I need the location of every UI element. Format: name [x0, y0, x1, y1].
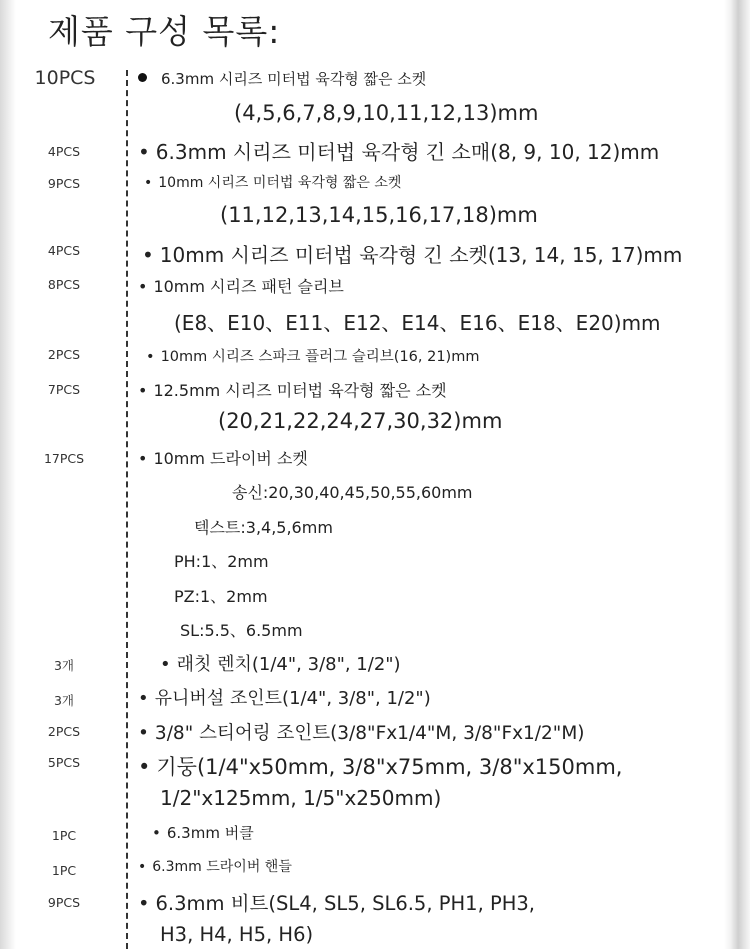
right-shadow-edge	[724, 0, 750, 949]
item-detail-line: H3, H4, H5, H6)	[160, 923, 314, 946]
item-line: • 10mm 드라이버 소켓	[138, 449, 308, 468]
item-detail-line: (11,12,13,14,15,16,17,18)mm	[220, 203, 538, 227]
quantity-label: 3개	[53, 693, 75, 708]
quantity-label: 9PCS	[47, 895, 81, 910]
item-detail-line: 송신:20,30,40,45,50,55,60mm	[232, 483, 473, 502]
item-line: • 12.5mm 시리즈 미터법 육각형 짧은 소켓	[138, 381, 447, 400]
item-line: • 10mm 시리즈 미터법 육각형 긴 소켓(13, 14, 15, 17)mm	[142, 243, 683, 267]
item-line: 6.3mm 시리즈 미터법 육각형 짧은 소켓	[138, 68, 426, 89]
quantity-label: 3개	[53, 658, 75, 673]
quantity-label: 1PC	[51, 828, 77, 843]
dashed-divider	[126, 70, 128, 949]
item-line: • 3/8" 스티어링 조인트(3/8"Fx1/4"M, 3/8"Fx1/2"M)	[138, 723, 585, 744]
item-line: • 10mm 시리즈 스파크 플러그 슬리브(16, 21)mm	[146, 349, 480, 365]
item-line: • 기둥(1/4"x50mm, 3/8"x75mm, 3/8"x150mm,	[138, 755, 623, 779]
quantity-label: 7PCS	[47, 382, 81, 397]
item-detail-line: (20,21,22,24,27,30,32)mm	[218, 409, 503, 433]
bullet-dot-icon	[138, 73, 147, 82]
quantity-label: 9PCS	[47, 176, 81, 191]
item-detail-line: (E8、E10、E11、E12、E14、E16、E18、E20)mm	[174, 311, 661, 335]
left-shadow-edge	[0, 0, 16, 949]
item-line: • 6.3mm 시리즈 미터법 육각형 긴 소매(8, 9, 10, 12)mm	[138, 140, 660, 164]
item-line: • 래칫 렌치(1/4", 3/8", 1/2")	[160, 654, 401, 675]
item-line: • 유니버설 조인트(1/4", 3/8", 1/2")	[138, 688, 431, 709]
item-line: • 10mm 시리즈 패턴 슬리브	[138, 277, 344, 296]
item-detail-line: SL:5.5、6.5mm	[180, 621, 303, 640]
quantity-label: 2PCS	[47, 347, 81, 362]
item-line: • 6.3mm 버클	[152, 824, 254, 842]
quantity-label: 10PCS	[34, 67, 96, 89]
item-line: • 6.3mm 드라이버 핸들	[138, 859, 292, 875]
item-detail-line: 텍스트:3,4,5,6mm	[194, 518, 333, 537]
item-detail-line: PZ:1、2mm	[174, 587, 268, 606]
quantity-label: 17PCS	[43, 451, 85, 466]
item-detail-line: (4,5,6,7,8,9,10,11,12,13)mm	[234, 101, 539, 125]
quantity-label: 2PCS	[47, 724, 81, 739]
quantity-label: 4PCS	[47, 144, 81, 159]
item-detail-line: 1/2"x125mm, 1/5"x250mm)	[160, 786, 442, 810]
quantity-label: 4PCS	[47, 243, 81, 258]
page-title: 제품 구성 목록:	[48, 12, 281, 51]
quantity-label: 5PCS	[47, 755, 81, 770]
item-detail-line: PH:1、2mm	[174, 552, 269, 571]
quantity-label: 1PC	[51, 863, 77, 878]
item-line: • 6.3mm 비트(SL4, SL5, SL6.5, PH1, PH3,	[138, 892, 535, 915]
item-line: • 10mm 시리즈 미터법 육각형 짧은 소켓	[144, 175, 402, 191]
quantity-label: 8PCS	[47, 277, 81, 292]
